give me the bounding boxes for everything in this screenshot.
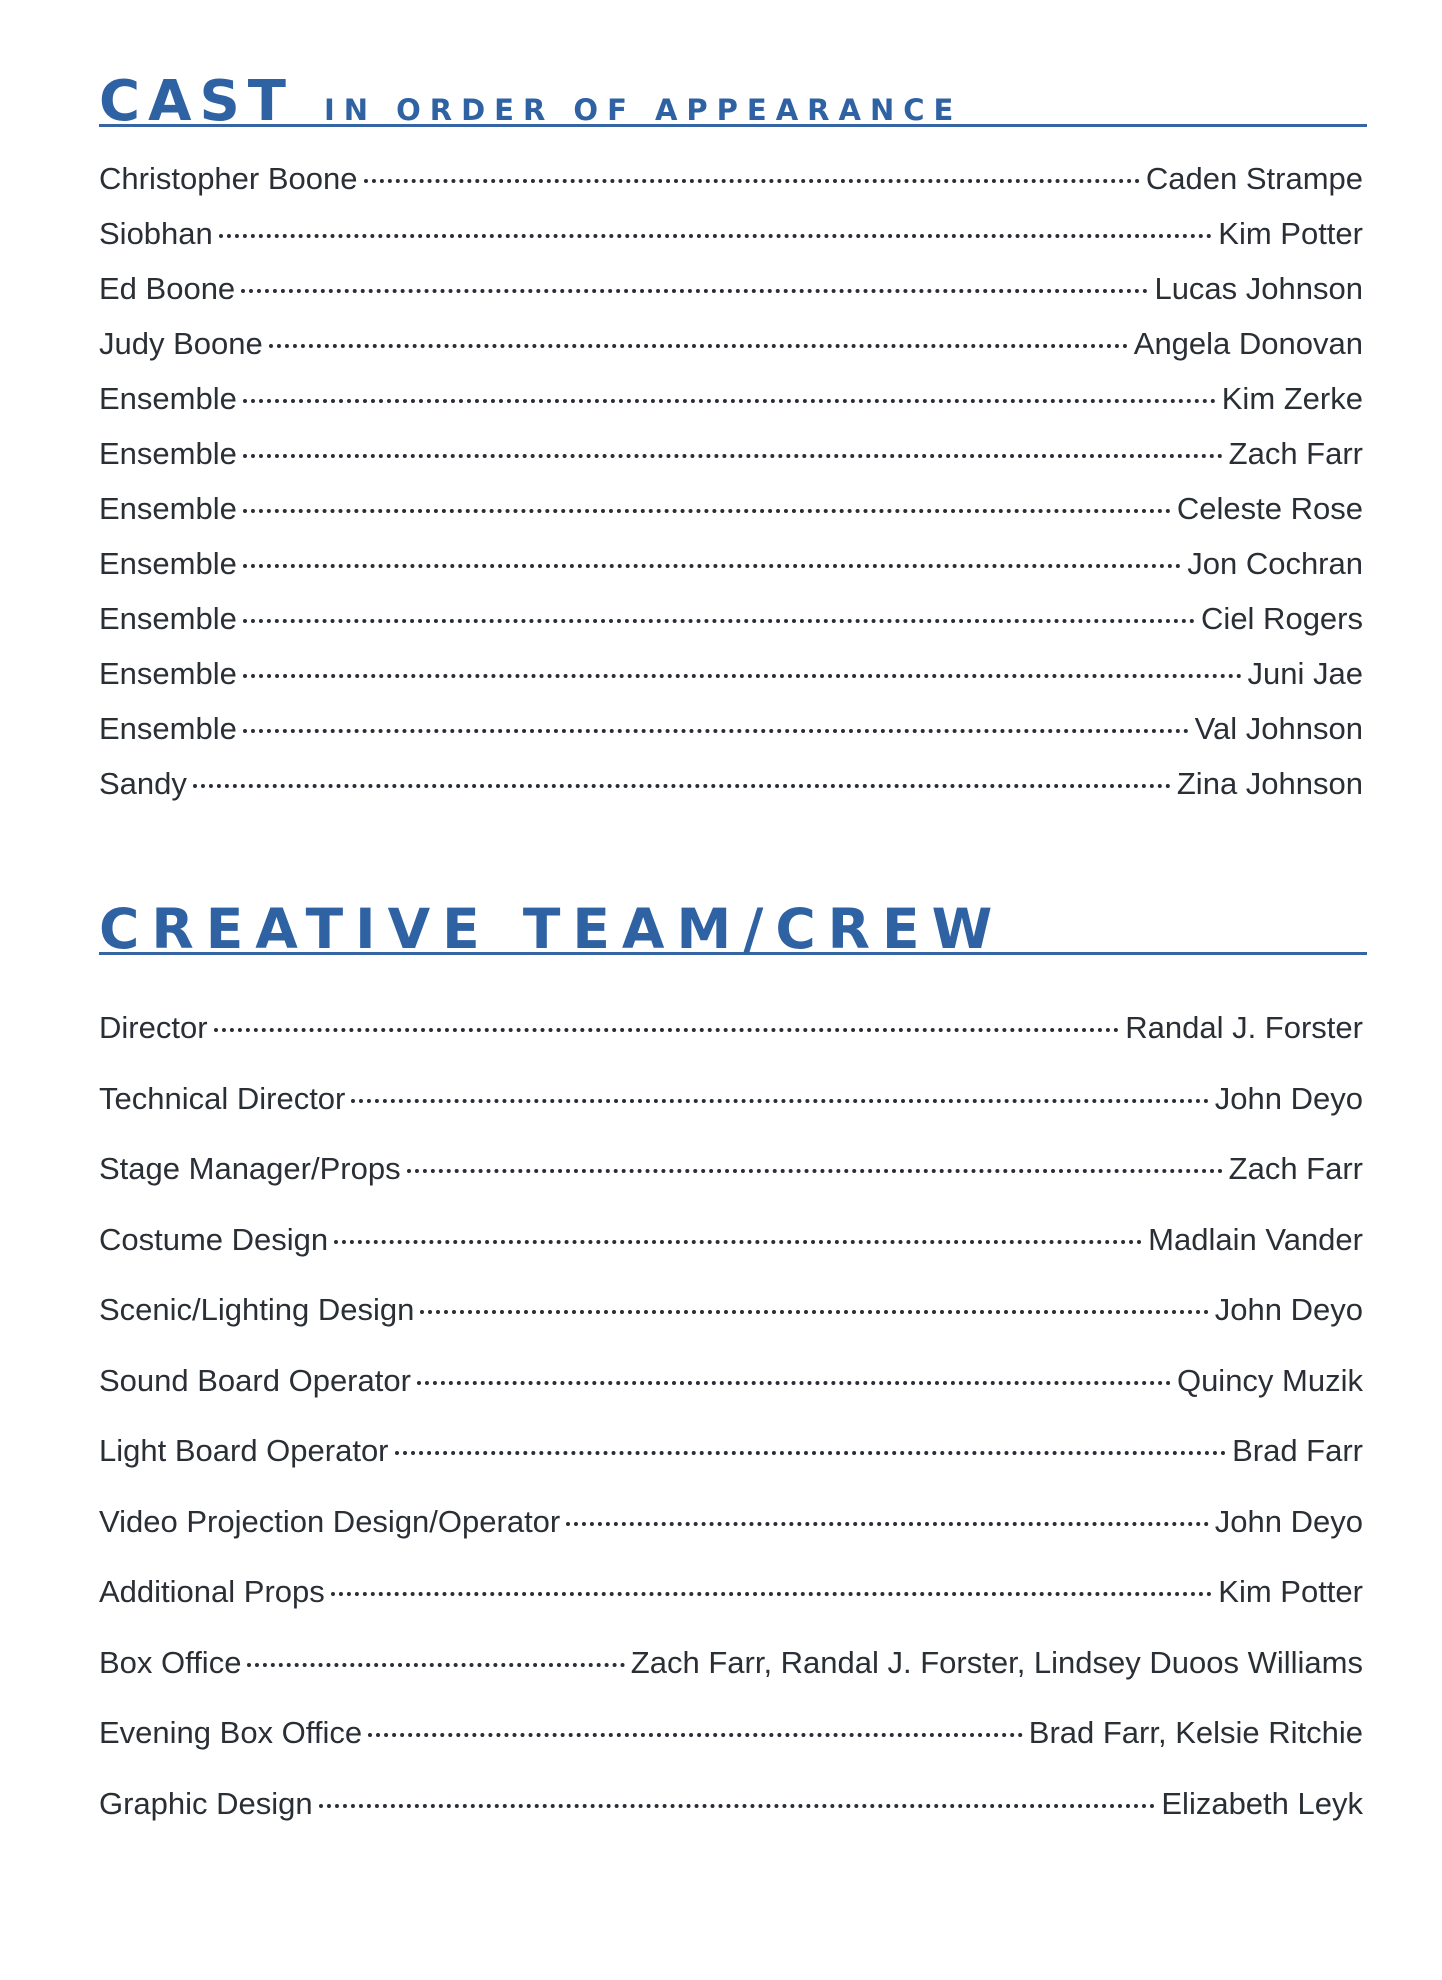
cast-title: CAST <box>99 69 294 134</box>
role-label: Ensemble <box>99 491 237 526</box>
dot-leader <box>351 1099 1208 1103</box>
crew-entry <box>99 1645 1363 1716</box>
dot-leader <box>395 1451 1227 1455</box>
crew-member-name: Randal J. Forster <box>1125 1010 1363 1045</box>
crew-entry <box>99 1222 1363 1293</box>
crew-entry <box>99 1151 1363 1222</box>
dot-leader <box>243 399 1216 403</box>
role-label: Video Projection Design/Operator <box>99 1503 561 1539</box>
dot-leader <box>334 1240 1142 1244</box>
role-label: Light Board Operator <box>99 1433 389 1468</box>
crew-member-name: John Deyo <box>1214 1292 1363 1327</box>
role-label: Costume Design <box>99 1221 329 1257</box>
dot-leader <box>243 619 1195 623</box>
dot-leader <box>247 1663 624 1667</box>
role-label: Graphic Design <box>99 1785 313 1821</box>
dot-leader <box>243 454 1223 458</box>
role-label: Evening Box Office <box>99 1715 363 1750</box>
cast-entry <box>99 491 1363 546</box>
crew-member-name: Zach Farr, Randal J. Forster, Lindsey Duoos Williams <box>630 1644 1363 1680</box>
role-label: Ed Boone <box>99 271 236 306</box>
crew-entry <box>99 1433 1363 1504</box>
role-label: Christopher Boone <box>99 161 358 196</box>
dot-leader <box>407 1169 1223 1173</box>
cast-list <box>99 161 1363 821</box>
role-label: Ensemble <box>99 546 237 581</box>
dot-leader <box>243 729 1189 733</box>
crew-member-name: Quincy Muzik <box>1176 1362 1363 1398</box>
crew-entry <box>99 1292 1363 1363</box>
role-label: Ensemble <box>99 711 237 746</box>
dot-leader <box>364 179 1140 183</box>
role-label: Sound Board Operator <box>99 1362 411 1398</box>
cast-subtitle: IN ORDER OF APPEARANCE <box>323 93 963 127</box>
role-label: Box Office <box>99 1644 242 1680</box>
role-label: Stage Manager/Props <box>99 1151 401 1186</box>
role-label: Director <box>99 1010 208 1045</box>
dot-leader <box>214 1028 1120 1032</box>
performer-name: Ciel Rogers <box>1201 601 1363 636</box>
crew-member-name: John Deyo <box>1214 1503 1363 1539</box>
cast-heading <box>99 69 1367 134</box>
crew-entry <box>99 1081 1363 1152</box>
performer-name: Jon Cochran <box>1187 546 1363 581</box>
performer-name: Zina Johnson <box>1176 766 1363 801</box>
cast-entry <box>99 711 1363 766</box>
crew-title: CREATIVE TEAM/CREW <box>99 897 1005 961</box>
cast-entry <box>99 436 1363 491</box>
crew-member-name: Brad Farr <box>1232 1433 1363 1468</box>
performer-name: Caden Strampe <box>1145 161 1363 196</box>
role-label: Technical Director <box>99 1080 346 1116</box>
crew-entry <box>99 1010 1363 1081</box>
crew-entry <box>99 1574 1363 1645</box>
crew-entry <box>99 1363 1363 1434</box>
dot-leader <box>331 1592 1213 1596</box>
crew-heading <box>99 890 1367 961</box>
crew-entry <box>99 1786 1363 1857</box>
performer-name: Kim Potter <box>1218 216 1363 251</box>
dot-leader <box>566 1522 1209 1526</box>
crew-member-name: John Deyo <box>1214 1080 1363 1116</box>
performer-name: Zach Farr <box>1228 436 1363 471</box>
role-label: Ensemble <box>99 436 237 471</box>
role-label: Ensemble <box>99 656 237 691</box>
role-label: Sandy <box>99 766 187 801</box>
role-label: Ensemble <box>99 381 237 416</box>
crew-member-name: Elizabeth Leyk <box>1161 1785 1363 1821</box>
dot-leader <box>243 509 1171 513</box>
role-label: Scenic/Lighting Design <box>99 1292 415 1327</box>
dot-leader <box>219 234 1213 238</box>
cast-entry <box>99 546 1363 601</box>
dot-leader <box>420 1310 1208 1314</box>
performer-name: Juni Jae <box>1247 656 1363 691</box>
performer-name: Angela Donovan <box>1133 326 1363 361</box>
dot-leader <box>243 674 1242 678</box>
cast-entry <box>99 161 1363 216</box>
cast-entry <box>99 766 1363 821</box>
cast-entry <box>99 601 1363 656</box>
dot-leader <box>243 564 1181 568</box>
crew-member-name: Zach Farr <box>1228 1151 1363 1186</box>
performer-name: Lucas Johnson <box>1154 271 1363 306</box>
crew-entry <box>99 1504 1363 1575</box>
cast-entry <box>99 271 1363 326</box>
dot-leader <box>241 289 1148 293</box>
role-label: Siobhan <box>99 216 213 251</box>
dot-leader <box>269 344 1128 348</box>
cast-entry <box>99 216 1363 271</box>
role-label: Ensemble <box>99 601 237 636</box>
crew-member-name: Brad Farr, Kelsie Ritchie <box>1028 1715 1363 1750</box>
performer-name: Celeste Rose <box>1176 491 1363 526</box>
dot-leader <box>368 1733 1023 1737</box>
role-label: Additional Props <box>99 1574 325 1609</box>
crew-entry <box>99 1715 1363 1786</box>
performer-name: Kim Zerke <box>1221 381 1363 416</box>
crew-member-name: Madlain Vander <box>1148 1221 1363 1257</box>
role-label: Judy Boone <box>99 326 263 361</box>
performer-name: Val Johnson <box>1194 711 1363 746</box>
dot-leader <box>319 1804 1156 1808</box>
cast-entry <box>99 381 1363 436</box>
dot-leader <box>193 784 1171 788</box>
cast-entry <box>99 326 1363 381</box>
cast-entry <box>99 656 1363 711</box>
dot-leader <box>417 1381 1171 1385</box>
crew-member-name: Kim Potter <box>1218 1574 1363 1609</box>
crew-list <box>99 1010 1363 1856</box>
